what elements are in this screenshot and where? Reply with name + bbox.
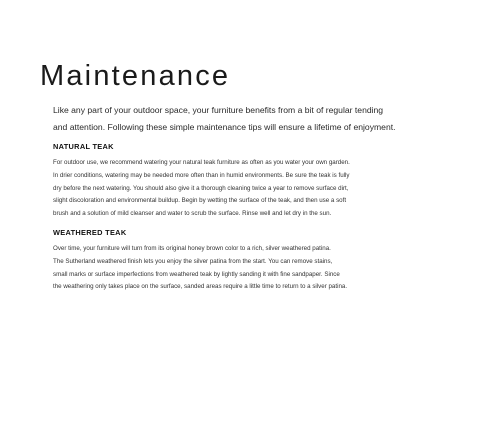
body-line: Over time, your furniture will turn from its original honey brown color to a rich, silver weathered patina. (53, 245, 331, 252)
body-line: small marks or surface imperfections from weathered teak by lightly sanding it with fine sandpaper. Since (53, 270, 340, 278)
weathered-teak-body (53, 243, 413, 294)
natural-teak-body (53, 157, 413, 221)
section-heading-natural-teak: NATURAL TEAK (53, 142, 114, 151)
section-heading-weathered-teak: WEATHERED TEAK (53, 228, 127, 237)
intro-line: and attention. Following these simple maintenance tips will ensure a lifetime of enjoyment. (53, 122, 396, 132)
body-line: slight discoloration and environmental buildup. Begin by wetting the surface of the teak, and then use a soft (53, 197, 347, 205)
intro-line: Like any part of your outdoor space, your furniture benefits from a bit of regular tending (53, 105, 384, 115)
body-line: the weathering only takes place on the surface, sanded areas require a little time to return to a silver patina. (53, 283, 348, 291)
body-line: For outdoor use, we recommend watering your natural teak furniture as often as you water your own garden. (53, 159, 350, 166)
body-line: brush and a solution of mild cleanser and water to scrub the surface. Rinse well and let dry in the sun. (53, 210, 332, 218)
natural-teak-section (53, 141, 413, 221)
body-line: In drier conditions, watering may be needed more often than in humid environments. Be sure the teak is fully (53, 171, 350, 179)
intro-paragraph (53, 102, 413, 136)
body-line: dry before the next watering. You should also give it a thorough cleaning twice a year to remove surface dirt, (53, 184, 349, 192)
weathered-teak-section (53, 227, 413, 294)
body-line: The Sutherland weathered finish lets you enjoy the silver patina from the start. You can remove stains, (53, 257, 333, 265)
page-title: Maintenance (40, 60, 231, 92)
